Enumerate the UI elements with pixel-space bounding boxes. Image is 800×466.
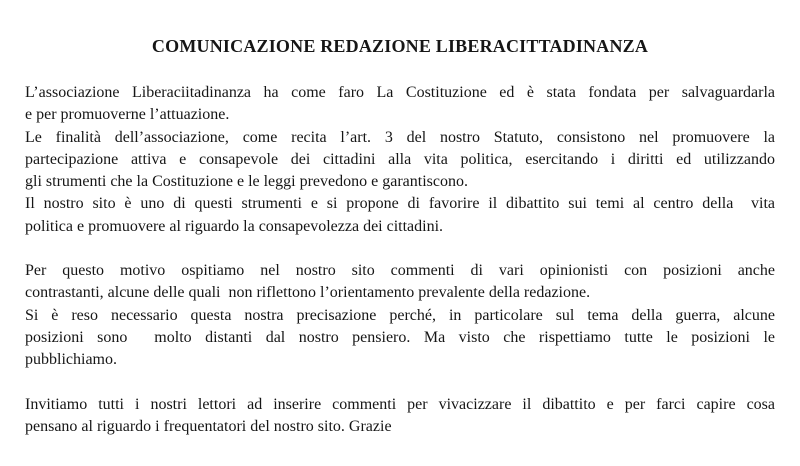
paragraph-invito <box>25 394 775 439</box>
text-line: Si è reso necessario questa nostra precisazione perché, in particolare sul tema della guerra, alcune <box>25 306 775 324</box>
text-line: contrastanti, alcune delle quali non riflettono l’orientamento prevalente della redazione. <box>25 284 591 302</box>
text-line: posizioni sono molto distanti dal nostro pensiero. Ma visto che rispettiamo tutte le posizioni le <box>25 328 775 346</box>
text-line: Per questo motivo ospitiamo nel nostro sito commenti di vari opinionisti con posizioni anche <box>25 262 775 280</box>
text-line: Le finalità dell’associazione, come recita l’art. 3 del nostro Statuto, consistono nel promuovere la <box>25 128 775 146</box>
text-line: pensano al riguardo i frequentatori del nostro sito. Grazie <box>25 417 392 435</box>
text-line: Invitiamo tutti i nostri lettori ad inserire commenti per vivacizzare il dibattito e per farci capire cosa <box>25 395 775 413</box>
text-line: politica e promuovere al riguardo la consapevolezza dei cittadini. <box>25 217 444 235</box>
text-line: gli strumenti che la Costituzione e le leggi prevedono e garantiscono. <box>25 173 468 191</box>
text-line: e per promuoverne l’attuazione. <box>25 106 230 124</box>
paragraph-intro <box>25 82 775 238</box>
document-title: COMUNICAZIONE REDAZIONE LIBERACITTADINANZA <box>151 36 649 56</box>
text-line: partecipazione attiva e consapevole dei cittadini alla vita politica, esercitando i diritti ed utilizzando <box>25 150 775 168</box>
text-line: pubblichiamo. <box>25 351 117 369</box>
text-line: L’associazione Liberaciitadinanza ha come faro La Costituzione ed è stata fondata per salvaguardarla <box>25 84 775 101</box>
paragraph-precisazione <box>25 260 775 371</box>
text-line: Il nostro sito è uno di questi strumenti e si propone di favorire il dibattito sui temi al centro della vita <box>25 195 775 213</box>
